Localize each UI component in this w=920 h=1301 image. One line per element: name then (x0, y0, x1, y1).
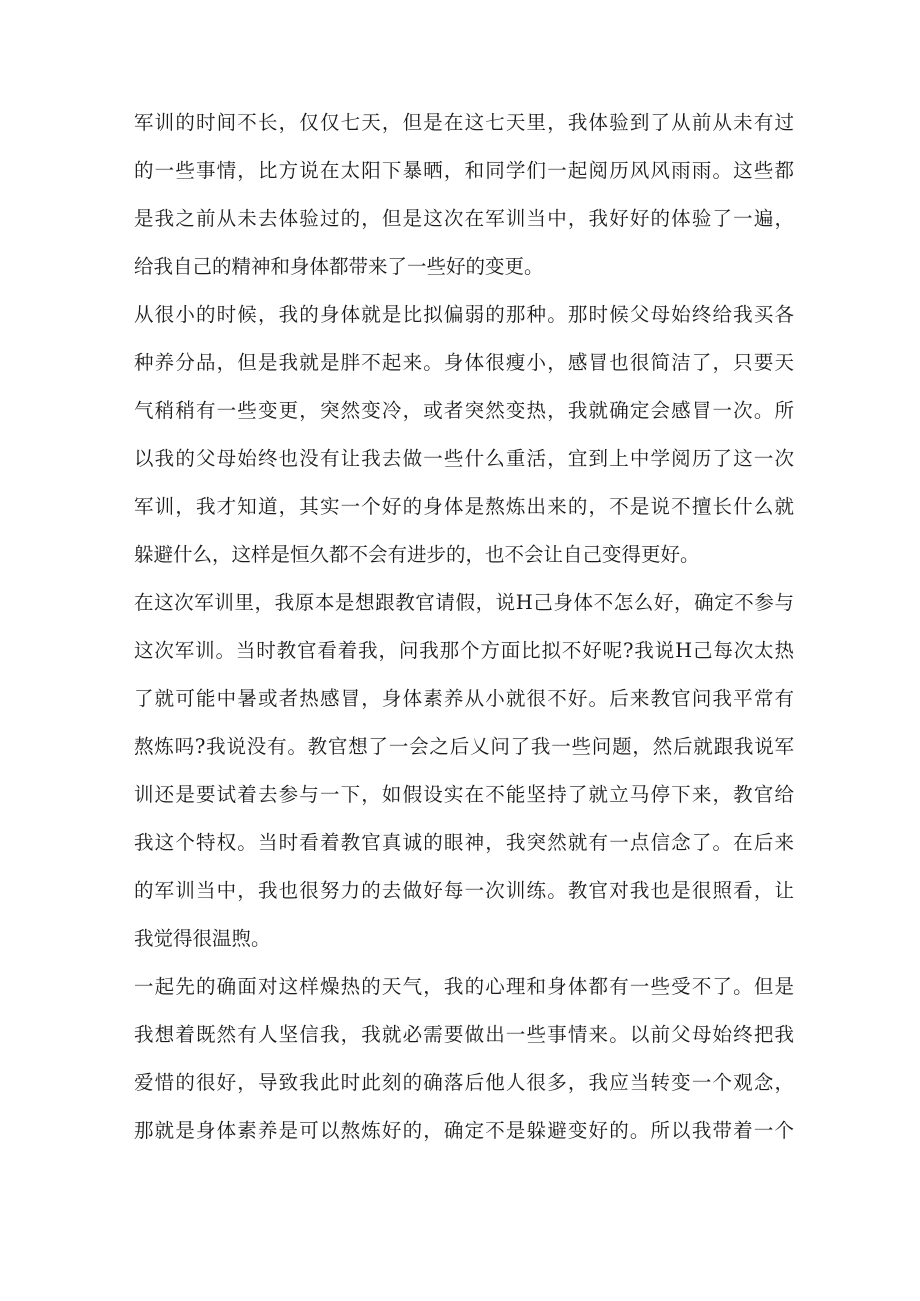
paragraph-3-line-3: 了就可能中暑或者热感冒，身体素养从小就很不好。后来教官问我平常有 (134, 687, 794, 710)
paragraph-4-line-4: 那就是身体素养是可以熬炼好的，确定不是躲避变好的。所以我带着一个 (134, 1119, 794, 1142)
paragraph-4-line-3: 爱惜的很好，导致我此时此刻的确落后他人很多，我应当转变一个观念， (134, 1071, 794, 1094)
paragraph-1-line-4: 给我自己的精神和身体都带来了一些好的变更。 (134, 255, 544, 278)
paragraph-2-line-1: 从很小的时候，我的身体就是比拟偏弱的那种。那时候父母始终给我买各 (134, 303, 794, 326)
paragraph-2-line-2: 种养分品，但是我就是胖不起来。身体很瘦小，感冒也很简洁了，只要天 (134, 351, 794, 374)
paragraph-2-line-4: 以我的父母始终也没有让我去做一些什么重活，宜到上中学阅历了这一次 (134, 447, 794, 470)
paragraph-3-line-6: 我这个特权。当时看着教官真诚的眼神，我突然就有一点信念了。在后来 (134, 831, 794, 854)
paragraph-4-line-2: 我想着既然有人坚信我，我就必需要做出一些事情来。以前父母始终把我 (134, 1023, 794, 1046)
paragraph-2-line-5: 军训，我才知道，其实一个好的身体是熬炼出来的，不是说不擅长什么就 (134, 495, 794, 518)
paragraph-2-line-3: 气稍稍有一些变更，突然变冷，或者突然变热，我就确定会感冒一次。所 (134, 399, 794, 422)
paragraph-4-line-1: 一起先的确面对这样燥热的天气，我的心理和身体都有一些受不了。但是 (134, 975, 794, 998)
paragraph-1-line-2: 的一些事情，比方说在太阳下暴晒，和同学们一起阅历风风雨雨。这些都 (134, 159, 794, 182)
paragraph-3-line-2: 这次军训。当时教官看着我，问我那个方面比拟不好呢?我说H己每次太热 (134, 639, 794, 662)
paragraph-3-line-8: 我觉得很温煦。 (134, 927, 271, 950)
paragraph-3-line-4: 熬炼吗?我说没有。教官想了一会之后乂问了我一些问题，然后就跟我说军 (134, 735, 794, 758)
paragraph-3-line-1: 在这次军训里，我原本是想跟教官请假，说H己身体不怎么好，确定不参与 (134, 591, 794, 614)
paragraph-1-line-1: 军训的时间不长，仅仅七天，但是在这七天里，我体验到了从前从未有过 (134, 111, 794, 134)
paragraph-2-line-6: 躲避什么，这样是恒久都不会有进步的，也不会让自己变得更好。 (134, 543, 700, 566)
paragraph-1-line-3: 是我之前从未去体验过的，但是这次在军训当中，我好好的体验了一遍， (134, 207, 794, 230)
paragraph-3-line-7: 的军训当中，我也很努力的去做好每一次训练。教官对我也是很照看，让 (134, 879, 794, 902)
paragraph-3-line-5: 训还是要试着去参与一下，如假设实在不能坚持了就立马停下来，教官给 (134, 783, 794, 806)
